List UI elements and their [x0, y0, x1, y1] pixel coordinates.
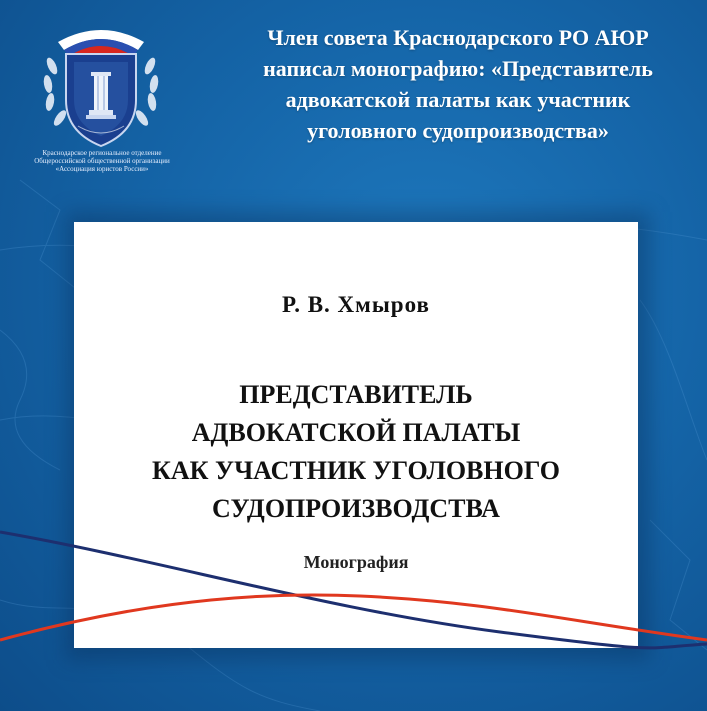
headline-line: Член совета Краснодарского РО АЮР: [267, 25, 649, 50]
book-cover: [74, 222, 638, 648]
book-title-line: СУДОПРОИЗВОДСТВА: [212, 494, 500, 523]
org-caption: [10, 149, 194, 173]
headline-line: уголовного судопроизводства»: [307, 118, 609, 143]
headline: [214, 22, 702, 146]
org-caption-line: «Ассоциация юристов России»: [55, 165, 149, 173]
book-author: Р. В. Хмыров: [282, 292, 430, 317]
headline-line: написал монографию: «Представитель: [263, 56, 653, 81]
book-title-line: АДВОКАТСКОЙ ПАЛАТЫ: [191, 418, 521, 447]
org-caption-line: Общероссийской общественной организации: [34, 157, 170, 165]
org-caption-line: Краснодарское региональное отделение: [42, 149, 162, 157]
book-title-line: ПРЕДСТАВИТЕЛЬ: [239, 380, 473, 409]
headline-line: адвокатской палаты как участник: [285, 87, 631, 112]
book-title-line: КАК УЧАСТНИК УГОЛОВНОГО: [152, 456, 560, 485]
aur-logo: [38, 14, 164, 152]
book-title: [74, 376, 638, 528]
book-genre: Монография: [303, 552, 409, 572]
